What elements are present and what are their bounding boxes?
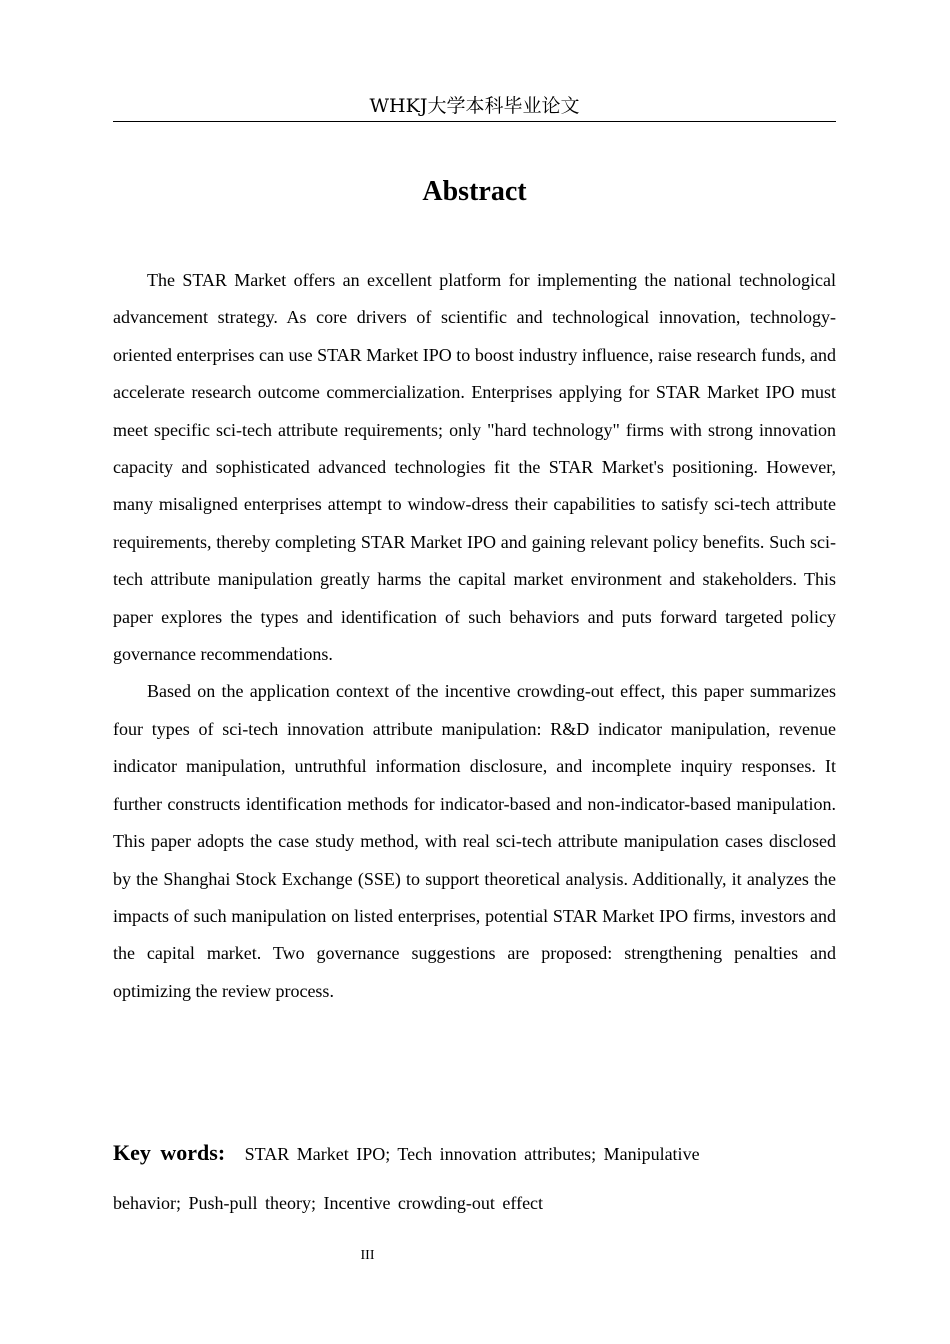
abstract-body	[113, 262, 836, 1010]
page-number: III	[360, 1248, 375, 1263]
keywords-label: Key words:	[113, 1140, 226, 1165]
header-text: WHKJ大学本科毕业论文	[369, 95, 580, 117]
page-header	[113, 94, 836, 122]
keywords-text: STAR Market IPO; Tech innovation attributes; Manipulative behavior; Push-pull theory; Incentive crowding-out effect	[113, 1144, 700, 1213]
abstract-paragraph-2: Based on the application context of the incentive crowding-out effect, this paper summarizes four types of sci-tech innovation attribute manipulation: R&D indicator manipulation, revenue indicator manipulation, untruthful information disclosure, and incomplete inquiry responses. It further constructs identification methods for indicator-based and non-indicator-based manipulation. This paper adopts the case study method, with real sci-tech attribute manipulation cases disclosed by the Shanghai Stock Exchange (SSE) to support theoretical analysis. Additionally, it analyzes the impacts of such manipulation on listed enterprises, potential STAR Market IPO firms, investors and the capital market. Two governance suggestions are proposed: strengthening penalties and optimizing the review process.	[113, 681, 836, 1001]
keywords-section	[113, 1128, 773, 1228]
abstract-paragraph-1: The STAR Market offers an excellent platform for implementing the national technological advancement strategy. As core drivers of scientific and technological innovation, technology-oriented enterprises can use STAR Market IPO to boost industry influence, raise research funds, and accelerate research outcome commercialization. Enterprises applying for STAR Market IPO must meet specific sci-tech attribute requirements; only "hard technology" firms with strong innovation capacity and sophisticated advanced technologies fit the STAR Market's positioning. However, many misaligned enterprises attempt to window-dress their capabilities to satisfy sci-tech attribute requirements, thereby completing STAR Market IPO and gaining relevant policy benefits. Such sci-tech attribute manipulation greatly harms the capital market environment and stakeholders. This paper explores the types and identification of such behaviors and puts forward targeted policy governance recommendations.	[113, 270, 836, 665]
abstract-title: Abstract	[422, 176, 527, 207]
